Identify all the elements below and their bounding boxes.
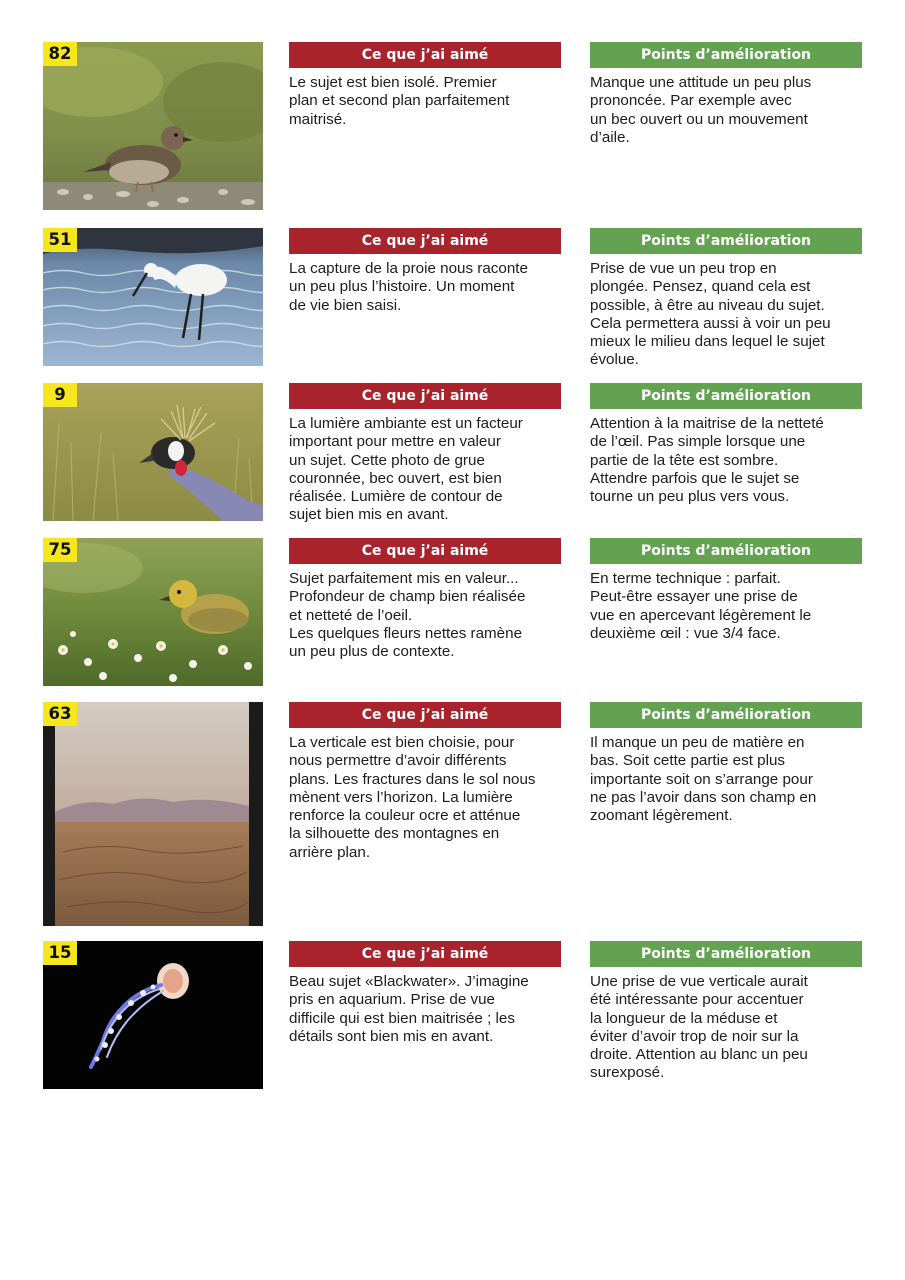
liked-text: La verticale est bien choisie, pour nous permettre d’avoir différents plans. Les fractures dans le sol nous mènent vers l’horizon. La lumière renforce la couleur ocre et atténue la silhouette des montagnes en arrière plan. [289,734,536,861]
photo-desert-landscape [43,702,263,926]
improve-header: Points d’amélioration [590,228,862,254]
liked-column [289,228,561,315]
liked-column [289,702,561,862]
improve-header: Points d’amélioration [590,941,862,967]
entry-number: 9 [43,383,77,407]
entry-number: 75 [43,538,77,562]
liked-text: Sujet parfaitement mis en valeur... Profondeur de champ bien réalisée et netteté de l’oeil. Les quelques fleurs nettes ramène un peu plus de contexte. [289,570,526,661]
photo-sparrow [43,42,263,210]
liked-header: Ce que j’ai aimé [289,42,561,68]
improve-column [590,228,862,370]
entry-number: 51 [43,228,77,252]
liked-header: Ce que j’ai aimé [289,383,561,409]
liked-column [289,941,561,1046]
improve-text: En terme technique : parfait. Peut-être essayer une prise de vue en apercevant légèrement le deuxième œil : vue 3/4 face. [590,570,812,642]
photo-gosling [43,538,263,686]
liked-header: Ce que j’ai aimé [289,702,561,728]
improve-text: Une prise de vue verticale aurait été intéressante pour accentuer la longueur de la méduse et éviter d’avoir trop de noir sur la droite. Attention au blanc un peu surexposé. [590,973,808,1082]
improve-header: Points d’amélioration [590,702,862,728]
improve-header: Points d’amélioration [590,42,862,68]
improve-header: Points d’amélioration [590,538,862,564]
improve-text: Prise de vue un peu trop en plongée. Pensez, quand cela est possible, à être au niveau du sujet. Cela permettera aussi à voir un peu mieux le milieu dans lequel le sujet évolue. [590,260,831,369]
sparrow-image [43,42,263,210]
liked-header: Ce que j’ai aimé [289,228,561,254]
liked-text: Le sujet est bien isolé. Premier plan et second plan parfaitement maitrisé. [289,74,510,128]
improve-column [590,702,862,825]
improve-column [590,538,862,643]
liked-column [289,538,561,661]
improve-column [590,42,862,147]
entry-number: 15 [43,941,77,965]
entry-number: 82 [43,42,77,66]
liked-text: La lumière ambiante est un facteur important pour mettre en valeur un sujet. Cette photo de grue couronnée, bec ouvert, est bien réalisée. Lumière de contour de sujet bien mis en avant. [289,415,523,524]
improve-text: Il manque un peu de matière en bas. Soit cette partie est plus importante soit on s’arrange pour ne pas l’avoir dans son champ en zoomant légèrement. [590,734,817,825]
liked-text: Beau sujet «Blackwater». J’imagine pris en aquarium. Prise de vue difficile qui est bien maitrisée ; les détails sont bien mis en avant. [289,973,529,1045]
liked-column [289,42,561,129]
liked-column [289,383,561,525]
improve-header: Points d’amélioration [590,383,862,409]
improve-column [590,383,862,506]
improve-column [590,941,862,1083]
photo-egret [43,228,263,366]
desert-image [43,702,263,926]
improve-text: Manque une attitude un peu plus prononcée. Par exemple avec un bec ouvert ou un mouvement d’aile. [590,74,812,146]
liked-header: Ce que j’ai aimé [289,941,561,967]
photo-crowned-crane [43,383,263,521]
liked-header: Ce que j’ai aimé [289,538,561,564]
photo-jellyfish [43,941,263,1089]
entry-number: 63 [43,702,77,726]
improve-text: Attention à la maitrise de la netteté de l’œil. Pas simple lorsque une partie de la tête est sombre. Attendre parfois que le sujet se tourne un peu plus vers vous. [590,415,824,506]
liked-text: La capture de la proie nous raconte un peu plus l’histoire. Un moment de vie bien saisi. [289,260,528,314]
